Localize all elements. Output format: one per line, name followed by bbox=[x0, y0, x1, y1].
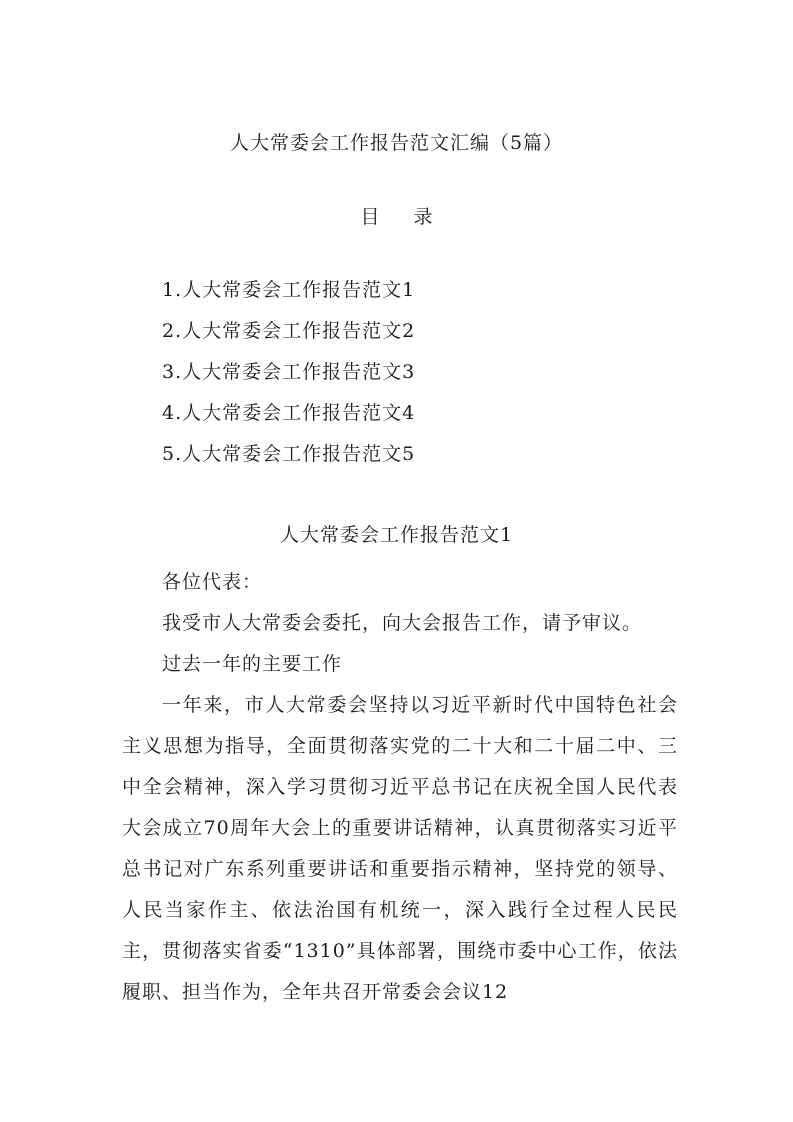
document-title: 人大常委会工作报告范文汇编（5篇） bbox=[229, 132, 564, 154]
subheading-paragraph: 过去一年的主要工作 bbox=[162, 653, 343, 675]
salutation-paragraph: 各位代表： bbox=[162, 571, 263, 593]
section-body bbox=[122, 562, 678, 1013]
toc-item-1[interactable]: 1.人大常委会工作报告范文1 bbox=[162, 279, 416, 301]
toc-item-2[interactable]: 2.人大常委会工作报告范文2 bbox=[162, 320, 416, 342]
toc-heading: 目 录 bbox=[360, 206, 447, 228]
body-paragraph: 一年来，市人大常委会坚持以习近平新时代中国特色社会主义思想为指导，全面贯彻落实党的二十大和二十届二中、三中全会精神，深入学习贯彻习近平总书记在庆祝全国人民代表大会成立70周年大会上的重要讲话精神，认真贯彻落实习近平总书记对广东系列重要讲话和重要指示精神，坚持党的领导、人民当家作主、依法治国有机统一，深入践行全过程人民民主，贯彻落实省委“1310”具体部署，围绕市委中心工作，依法履职、担当作为，全年共召开常委会会议12 bbox=[122, 694, 678, 1003]
toc-item-5[interactable]: 5.人大常委会工作报告范文5 bbox=[162, 443, 416, 465]
intro-paragraph: 我受市人大常委会委托，向大会报告工作，请予审议。 bbox=[162, 612, 643, 634]
table-of-contents bbox=[162, 270, 415, 475]
toc-item-4[interactable]: 4.人大常委会工作报告范文4 bbox=[162, 402, 416, 424]
toc-item-3[interactable]: 3.人大常委会工作报告范文3 bbox=[162, 361, 416, 383]
section-title: 人大常委会工作报告范文1 bbox=[279, 524, 514, 546]
